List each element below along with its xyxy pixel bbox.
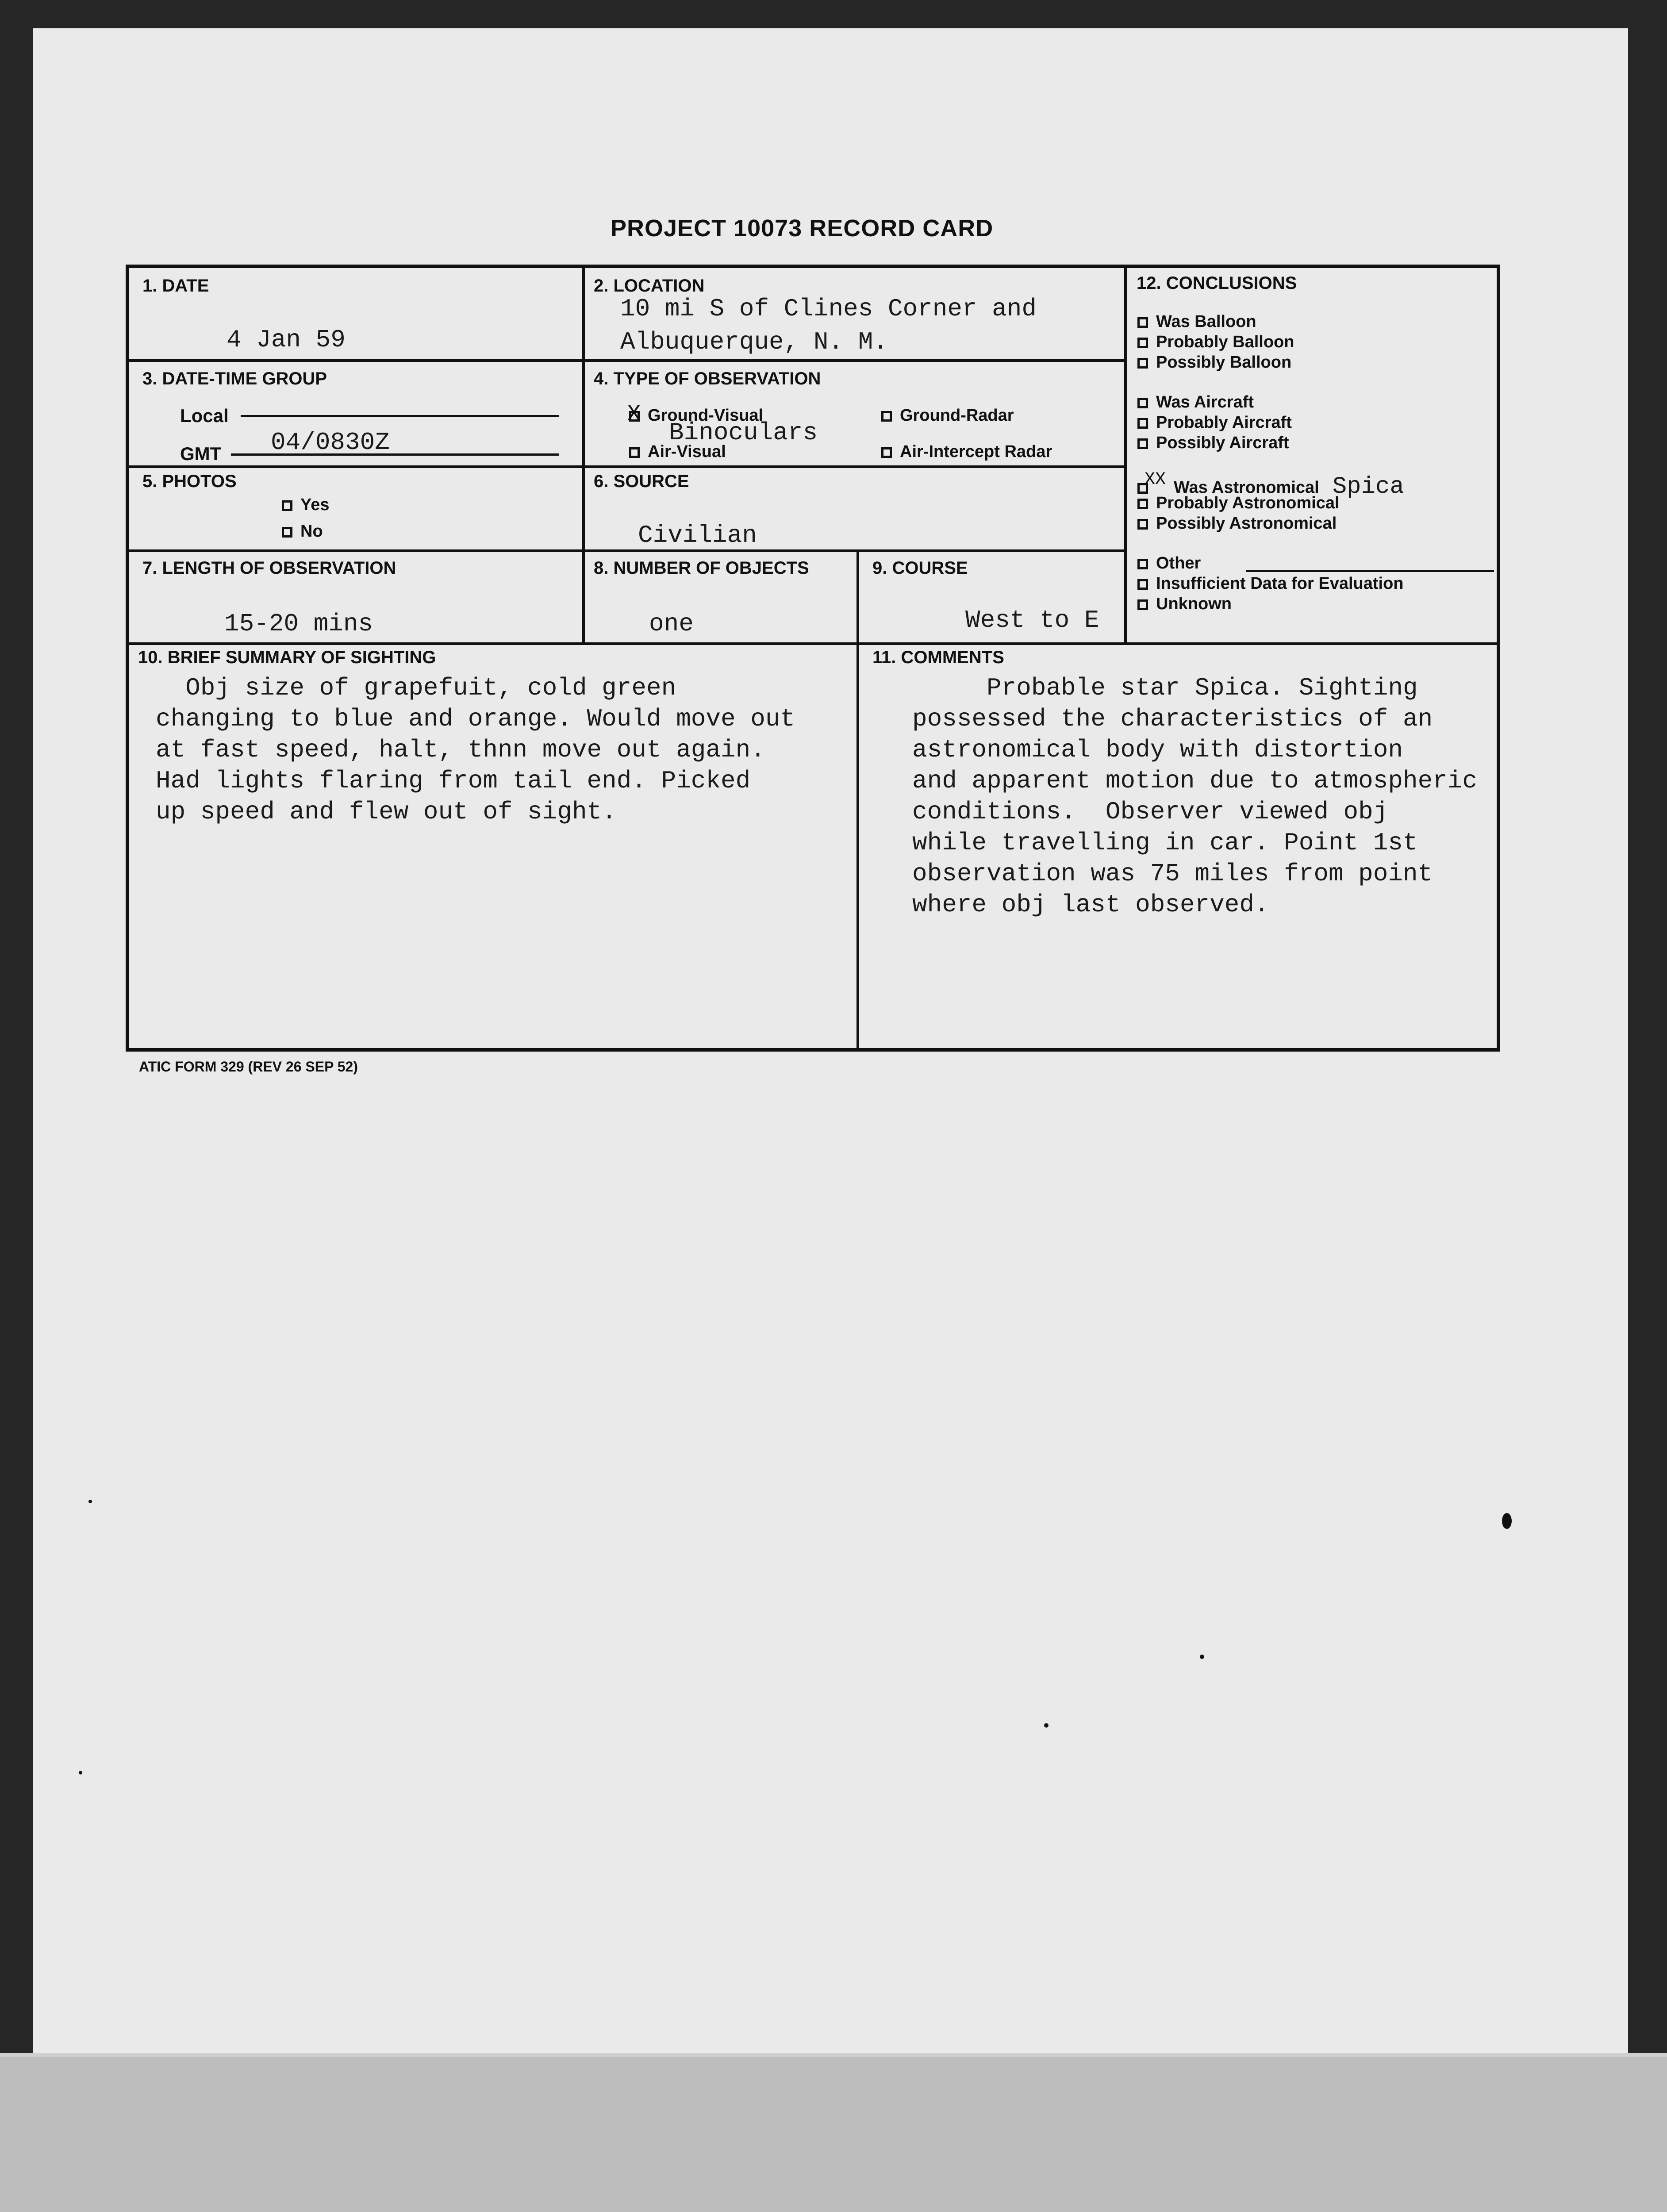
conclusions-cell (1127, 268, 1497, 645)
location-line2: Albuquerque, N. M. (620, 328, 888, 356)
dtg-cell (129, 362, 585, 468)
photos-yes-checkbox (282, 500, 292, 511)
local-label: Local (180, 405, 229, 426)
conclusion-possibly-balloon: Possibly Balloon (1137, 353, 1291, 372)
conclusion-other: Other (1137, 554, 1201, 573)
location-label: 2. LOCATION (594, 276, 705, 296)
scan-bottom-strip (0, 2057, 1667, 2212)
scan-speck (1502, 1513, 1512, 1529)
card-title: PROJECT 10073 RECORD CARD (611, 215, 994, 242)
astronomical-mark: XX (1145, 470, 1166, 490)
comments-cell (859, 645, 1497, 1048)
option-ground-radar: Ground-Radar (881, 406, 1014, 425)
photos-label: 5. PHOTOS (142, 472, 237, 491)
course-value: West to E (965, 606, 1099, 634)
option-air-visual: Air-Visual (629, 442, 726, 461)
date-label: 1. DATE (142, 276, 209, 296)
location-cell (585, 268, 1127, 362)
air-intercept-radar-checkbox (881, 447, 892, 458)
observation-type-cell (585, 362, 1127, 468)
photos-yes-option: Yes (282, 495, 330, 515)
conclusion-probably-aircraft: Probably Aircraft (1137, 413, 1292, 432)
gmt-label: GMT (180, 443, 222, 464)
course-label: 9. COURSE (872, 558, 968, 578)
dtg-label: 3. DATE-TIME GROUP (142, 369, 327, 388)
scan-speck (79, 1771, 82, 1774)
summary-text: Obj size of grapefuit, cold green changing to blue and orange. Would move out at fast speed, halt, thnn move out again. Had lights flaring from tail end. Picked up speed and flew out of sight. (156, 674, 795, 826)
conclusion-possibly-aircraft: Possibly Aircraft (1137, 434, 1289, 453)
photos-no-checkbox (282, 527, 292, 538)
scan-speck (1200, 1655, 1204, 1659)
num-objects-label: 8. NUMBER OF OBJECTS (594, 558, 809, 578)
comments-text: Probable star Spica. Sighting possessed the characteristics of an astronomical body with distortion and apparent motion due to atmospheric conditions. Observer viewed obj while travelling in car. Point 1st observation was 75 miles from point where obj last observed. (912, 674, 1478, 919)
source-label: 6. SOURCE (594, 472, 689, 491)
date-cell (129, 268, 585, 362)
observation-type-label: 4. TYPE OF OBSERVATION (594, 369, 821, 388)
observation-note: Binoculars (669, 419, 818, 447)
num-objects-value: one (649, 610, 694, 638)
length-cell (129, 552, 585, 645)
option-ground-visual: X Ground-Visual (627, 402, 764, 427)
ground-visual-mark: X (627, 402, 641, 427)
conclusions-label: 12. CONCLUSIONS (1137, 273, 1297, 293)
conclusion-insufficient-data: Insufficient Data for Evaluation (1137, 574, 1404, 593)
date-value: 4 Jan 59 (227, 326, 346, 354)
conclusion-probably-balloon: Probably Balloon (1137, 333, 1294, 352)
option-air-intercept-radar: Air-Intercept Radar (881, 442, 1052, 461)
num-objects-cell (585, 552, 859, 645)
form-footer: ATIC FORM 329 (REV 26 SEP 52) (139, 1059, 358, 1075)
conclusion-unknown: Unknown (1137, 595, 1232, 614)
gmt-value: 04/0830Z (271, 428, 390, 457)
scan-speck (88, 1500, 92, 1503)
source-value: Civilian (638, 521, 757, 549)
location-line1: 10 mi S of Clines Corner and (620, 295, 1037, 323)
conclusion-probably-astronomical: Probably Astronomical (1137, 494, 1340, 513)
astronomical-note: Spica (1332, 473, 1404, 500)
source-cell (585, 468, 1127, 552)
photos-no-option: No (282, 522, 323, 541)
conclusion-was-aircraft: Was Aircraft (1137, 393, 1254, 412)
air-visual-checkbox (629, 447, 640, 458)
conclusion-was-astronomical: XX Was Astronomical Spica (1137, 473, 1391, 500)
comments-label: 11. COMMENTS (872, 648, 1004, 667)
summary-cell (129, 645, 859, 1048)
ground-radar-checkbox (881, 411, 892, 422)
scan-speck (1044, 1723, 1049, 1728)
photos-cell (129, 468, 585, 552)
conclusion-possibly-astronomical: Possibly Astronomical (1137, 514, 1337, 533)
conclusion-was-balloon: Was Balloon (1137, 312, 1256, 331)
local-line (241, 415, 559, 417)
course-cell (859, 552, 1127, 645)
length-value: 15-20 mins (224, 610, 373, 638)
summary-label: 10. BRIEF SUMMARY OF SIGHTING (138, 648, 436, 667)
other-line (1246, 570, 1494, 572)
record-card (126, 265, 1500, 1052)
length-label: 7. LENGTH OF OBSERVATION (142, 558, 396, 578)
